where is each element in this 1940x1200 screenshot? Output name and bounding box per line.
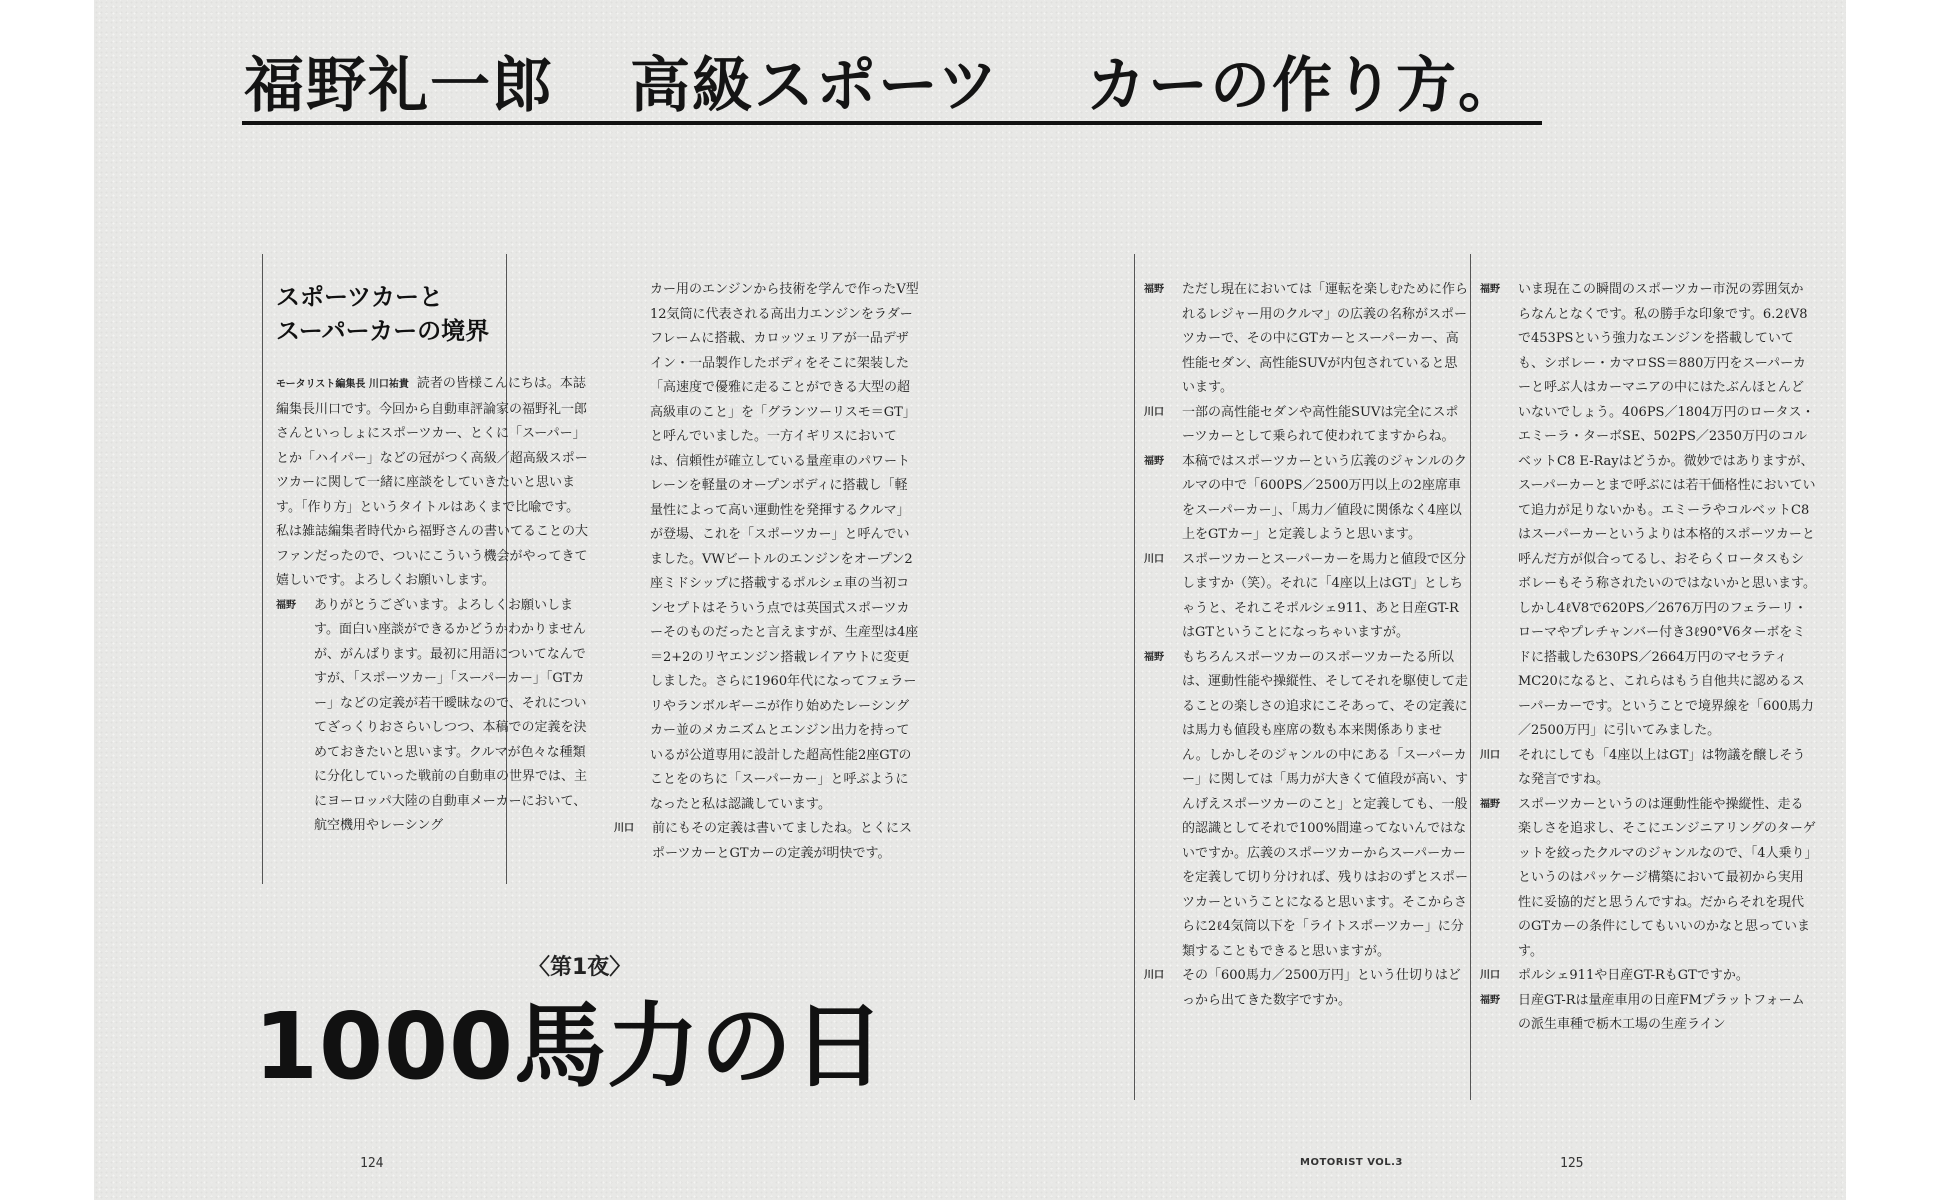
dialogue-turn: 福野 日産GT-Rは量産車用の日産FMプラットフォームの派生車種で栃木工場の生産ライン: [1480, 989, 1816, 1038]
speaker-label: 福野: [1144, 651, 1164, 663]
column-rule: [1470, 254, 1471, 1100]
column-4: [1480, 278, 1816, 1038]
dialogue-turn: 川口 一部の高性能セダンや高性能SUVは完全にスポーツカーとして乗られて使われてますからね。: [1144, 401, 1468, 450]
column-2: [614, 278, 920, 866]
dialogue-turn: 福野 ただし現在においては「運転を楽しむために作られるレジャー用のクルマ」の広義の名称がスポーツカーで、その中にGTカーとスーパーカー、高性能セダン、高性能SUVが内包されていると思います。: [1144, 278, 1468, 401]
speaker-label: 川口: [1480, 970, 1500, 981]
speaker-label: 川口: [1144, 970, 1164, 981]
dialogue-turn: 福野 いま現在この瞬間のスポーツカー市況の雰囲気からなんとなくです。私の勝手な印象です。6.2ℓV8で453PSという強力なエンジンを搭載していても、シボレー・カマロSS＝880万円をスーパーカーと呼ぶ人はカーマニアの中にはたぶんほとんどいないでしょう。406PS／1804万円のロータス・エミーラ・ターボSE、502PS／2350万円のコルベットC8 E-Rayはどうか。微妙ではありますが、スーパーカーとまで呼ぶには若干価格性においていて追力が足りないかも。エミーラやコルベットC8はスーパーカーというよりは本格的スポーツカーと呼んだ方が似合ってるし、おそらくロータスもシボレーもそう称されたいのではないかと思います。しかし4ℓV8で620PS／2676万円のフェラーリ・ローマやプレチャンバー付き3ℓ90°V6ターボをミドに搭載した630PS／2664万円のマセラティMC20になると、これらはもう自他共に認めるスーパーカーです。ということで境界線を「600馬力／2500万円」に引いてみました。: [1480, 278, 1816, 744]
magazine-spread: [94, 0, 1846, 1200]
article-title: 1000馬力の日: [254, 993, 887, 1100]
column-rule: [262, 254, 263, 884]
dialogue-turn: 川口 ポルシェ911や日産GT-RもGTですか。: [1480, 964, 1816, 989]
speaker-label: 川口: [614, 823, 634, 834]
headline-rule: [242, 121, 1542, 125]
section-heading: スポーツカーと スーパーカーの境界: [276, 282, 490, 345]
dialogue-turn: 福野 スポーツカーというのは運動性能や操縦性、走る楽しさを追求し、そこにエンジニアリングのターゲットを絞ったクルマのジャンルなので、「4人乗り」というのはパッケージ構築において最初から実用性に妥協的だと思うんですね。だからそれを現代のGTカーの条件にしてもいいのかなと思っています。: [1480, 793, 1816, 965]
column-3: [1144, 278, 1468, 1013]
dialogue-turn: 福野 もちろんスポーツカーのスポーツカーたる所以は、運動性能や操縦性、そしてそれを駆使して走ることの楽しさの追求にこそあって、その定義には馬力も値段も座席の数も本来関係ありません。しかしそのジャンルの中にある「スーパーカー」に関しては「馬力が大きくて値段が高い、すんげえスポーツカーのこと」と定義しても、一般的認識としてそれで100%間違ってないんではないですか。広義のスポーツカーからスーパーカーを定義して切り分ければ、残りはおのずとスポーツカーということになると思います。そこからさらに2ℓ4気筒以下を「ライトスポーツカー」に分類することもできると思いますが。: [1144, 646, 1468, 965]
dialogue-turn: 川口 スポーツカーとスーパーカーを馬力と値段で区分しますか（笑）。それに「4座以上はGT」としちゃうと、それこそポルシェ911、あと日産GT-RはGTということになっちゃいますが。: [1144, 548, 1468, 646]
speaker-label: 福野: [1480, 798, 1500, 810]
speaker-label: モータリスト編集長 川口祐貴: [276, 379, 409, 390]
dialogue-turn: 川口 その「600馬力／2500万円」という仕切りはどっから出てきた数字ですか。: [1144, 964, 1468, 1013]
dialogue-turn: 福野 本稿ではスポーツカーという広義のジャンルのクルマの中で「600PS／2500万円以上の2座席車をスーパーカー」、「馬力／値段に関係なく4座以上をGTカー」と定義しようと思います。: [1144, 450, 1468, 548]
speaker-label: 川口: [1144, 406, 1164, 418]
dialogue-turn: 福野 ありがとうございます。よろしくお願いします。面白い座談ができるかどうかわかりませんが、がんばります。最初に用語についてなんですが、「スポーツカー」「スーパーカー」「GTカー」などの定義が若干曖昧なので、それについてざっくりおさらいしつつ、本稿での定義を決めておきたいと思います。クルマが色々な種類に分化していった戦前の自動車の世界では、主にヨーロッパ大陸の自動車メーカーにおいて、航空機用やレーシング: [276, 594, 588, 839]
page-number-left: 124: [360, 1156, 384, 1171]
magazine-name: MOTORIST VOL.3: [1300, 1157, 1403, 1168]
dialogue-turn: 川口 それにしても「4座以上はGT」は物議を醸しそうな発言ですね。: [1480, 744, 1816, 793]
speaker-label: 福野: [276, 599, 296, 611]
dialogue-turn: 川口 前にもその定義は書いてましたね。とくにスポーツカーとGTカーの定義が明快です。: [614, 817, 920, 866]
speaker-label: 川口: [1480, 749, 1500, 761]
column-rule: [1134, 254, 1135, 1100]
speaker-label: 福野: [1480, 994, 1500, 1006]
body-paragraph: カー用のエンジンから技術を学んで作ったV型12気筒に代表される高出力エンジンをラダーフレームに搭載、カロッツェリアが一品デザイン・一品製作したボディをそこに架装した「高速度で優雅に走ることができる大型の超高級車のこと」を「グランツーリスモ＝GT」と呼んでいました。一方イギリスにおいては、信頼性が確立している量産車のパワートレーンを軽量のオープンボディに搭載し「軽量性によって高い運動性を発揮するクルマ」が登場、これを「スポーツカー」と呼んでいました。VWビートルのエンジンをオープン2座ミドシップに搭載するポルシェ車の当初コンセプトはそういう点では英国式スポーツカーそのものだったと言えますが、生産型は4座＝2+2のリヤエンジン搭載レイアウトに変更しました。さらに1960年代になってフェラーリやランボルギーニが作り始めたレーシングカー並のメカニズムとエンジン出力を持っているが公道専用に設計した超高性能2座GTのことをのちに「スーパーカー」と呼ぶようになったと私は認識しています。: [650, 282, 919, 812]
speaker-label: 福野: [1480, 284, 1500, 295]
speaker-label: 福野: [1144, 284, 1164, 295]
episode-label: 〈第1夜〉: [528, 955, 632, 980]
headline-name: 福野礼一郎: [244, 51, 554, 121]
speaker-label: 川口: [1144, 553, 1164, 565]
intro-paragraph: モータリスト編集長 川口祐貴 読者の皆様こんにちは。本誌編集長川口です。今回から自動車評論家の福野礼一郎さんといっしょにスポーツカー、とくに「スーパー」とか「ハイパー」などの冠がつく高級／超高級スポーツカーに関して一緒に座談をしていきたいと思います。「作り方」というタイトルはあくまで比喩です。私は雑誌編集者時代から福野さんの書いてることの大ファンだったので、ついにこういう機会がやってきて嬉しいです。よろしくお願いします。: [276, 376, 589, 588]
headline: [244, 48, 1544, 124]
speaker-label: 福野: [1144, 455, 1164, 467]
headline-part-a: 高級スポーツ: [630, 51, 1000, 121]
page-number-right: 125: [1560, 1156, 1584, 1171]
column-1: [276, 372, 588, 839]
headline-part-b: カーの作り方。: [1086, 51, 1520, 121]
